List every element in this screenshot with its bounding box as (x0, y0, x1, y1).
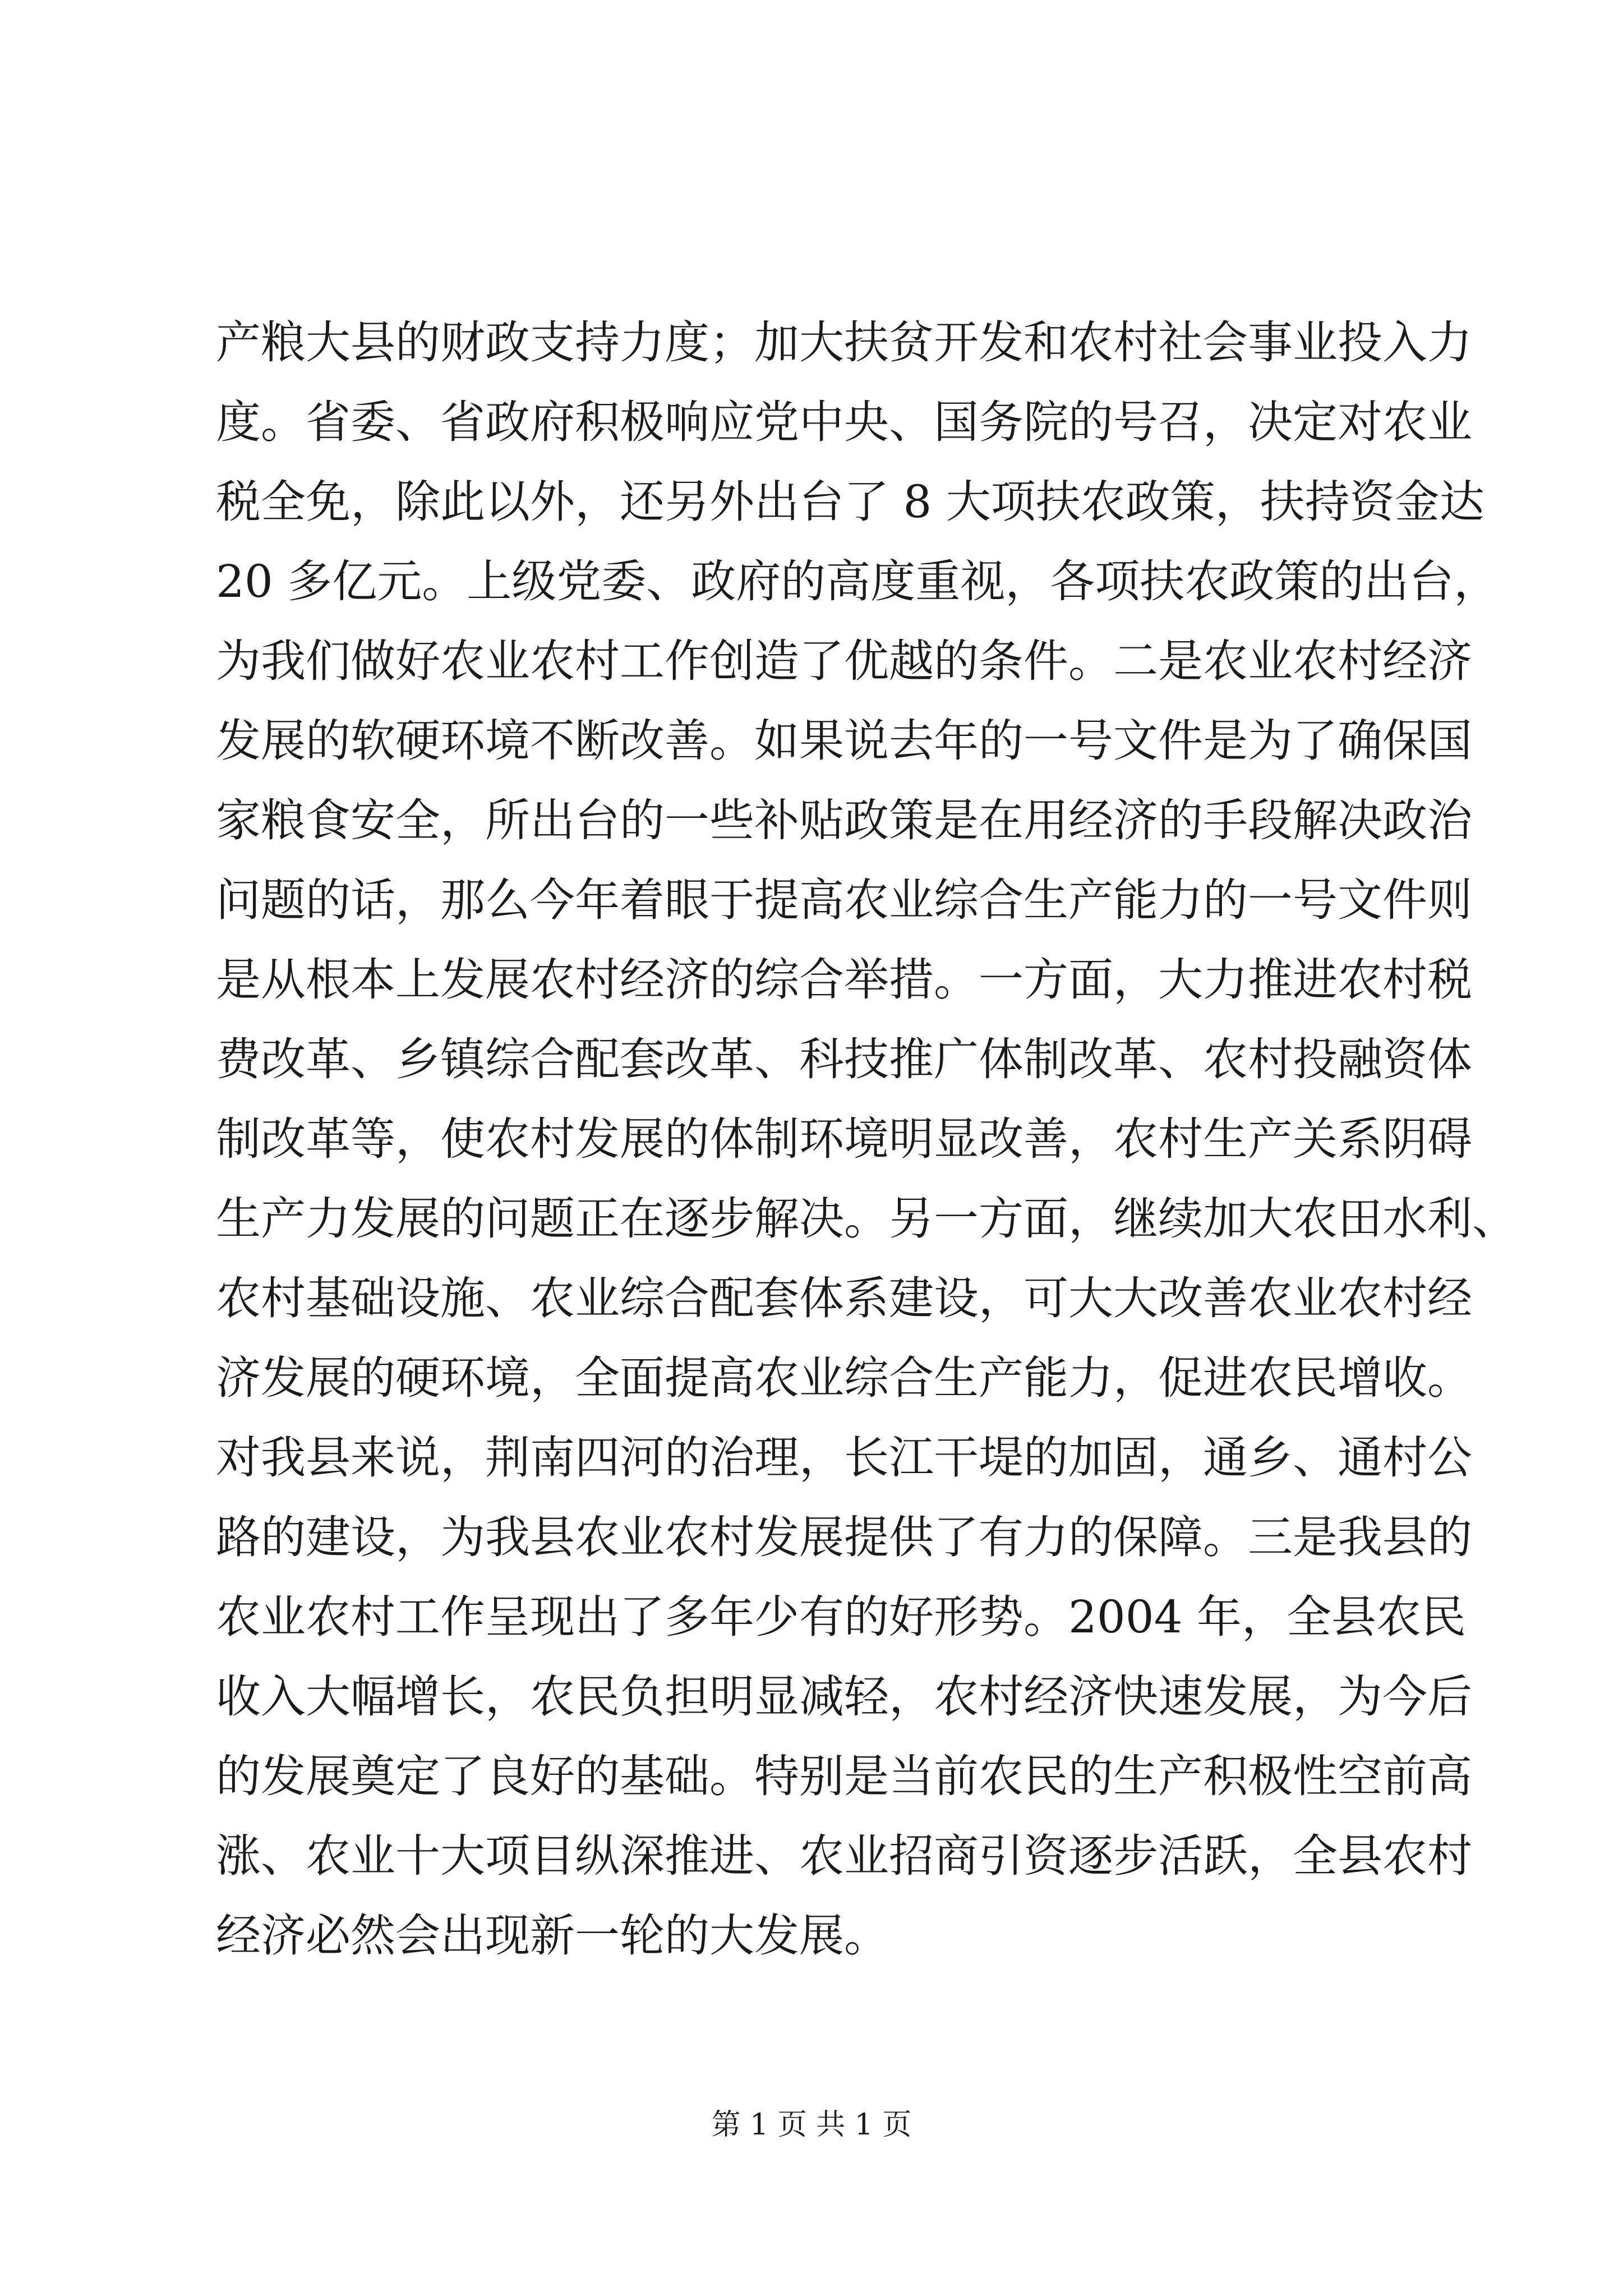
text-line: 度。省委、省政府积极响应党中央、国务院的号召，决定对农业 (216, 396, 1472, 448)
text-line: 为我们做好农业农村工作创造了优越的条件。二是农业农村经济 (216, 635, 1472, 687)
text-line: 农业农村工作呈现出了多年少有的好形势。2004 年，全县农民 (216, 1591, 1467, 1643)
body-text (216, 303, 1517, 1976)
text-line: 制改革等，使农村发展的体制环境明显改善，农村生产关系阴碍 (216, 1113, 1472, 1165)
page-footer: 第 1 页 共 1 页 (711, 2108, 912, 2142)
text-line: 对我县来说，荆南四河的治理，长江干堤的加固，通乡、通村公 (216, 1432, 1472, 1484)
text-line: 的发展奠定了良好的基础。特别是当前农民的生产积极性空前高 (216, 1750, 1472, 1802)
text-line: 20 多亿元。上级党委、政府的高度重视，各项扶农政策的出台， (216, 555, 1499, 608)
text-line: 涨、农业十大项目纵深推进、农业招商引资逐步活跃，全县农村 (216, 1830, 1472, 1882)
text-line: 是从根本上发展农村经济的综合举措。一方面，大力推进农村税 (216, 954, 1472, 1006)
text-line: 生产力发展的问题正在逐步解决。另一方面，继续加大农田水利、 (216, 1193, 1517, 1245)
text-line: 农村基础设施、农业综合配套体系建设，可大大改善农业农村经 (216, 1272, 1472, 1324)
text-line: 发展的软硬环境不断改善。如果说去年的一号文件是为了确保国 (216, 715, 1472, 767)
text-line: 费改革、乡镇综合配套改革、科技推广体制改革、农村投融资体 (216, 1033, 1472, 1085)
text-line: 收入大幅增长，农民负担明显减轻，农村经济快速发展，为今后 (216, 1671, 1472, 1723)
text-line: 经济必然会出现新一轮的大发展。 (216, 1910, 889, 1962)
text-line: 税全免，除此以外，还另外出台了 8 大项扶农政策，扶持资金达 (216, 476, 1484, 528)
text-line: 产粮大县的财政支持力度；加大扶贫开发和农村社会事业投入力 (216, 316, 1472, 369)
text-line: 家粮食安全，所出台的一些补贴政策是在用经济的手段解决政治 (216, 794, 1472, 846)
text-line: 问题的话，那么今年着眼于提高农业综合生产能力的一号文件则 (216, 874, 1472, 926)
text-line: 路的建设，为我县农业农村发展提供了有力的保障。三是我县的 (216, 1511, 1472, 1563)
text-line: 济发展的硬环境，全面提高农业综合生产能力，促进农民增收。 (216, 1352, 1472, 1404)
